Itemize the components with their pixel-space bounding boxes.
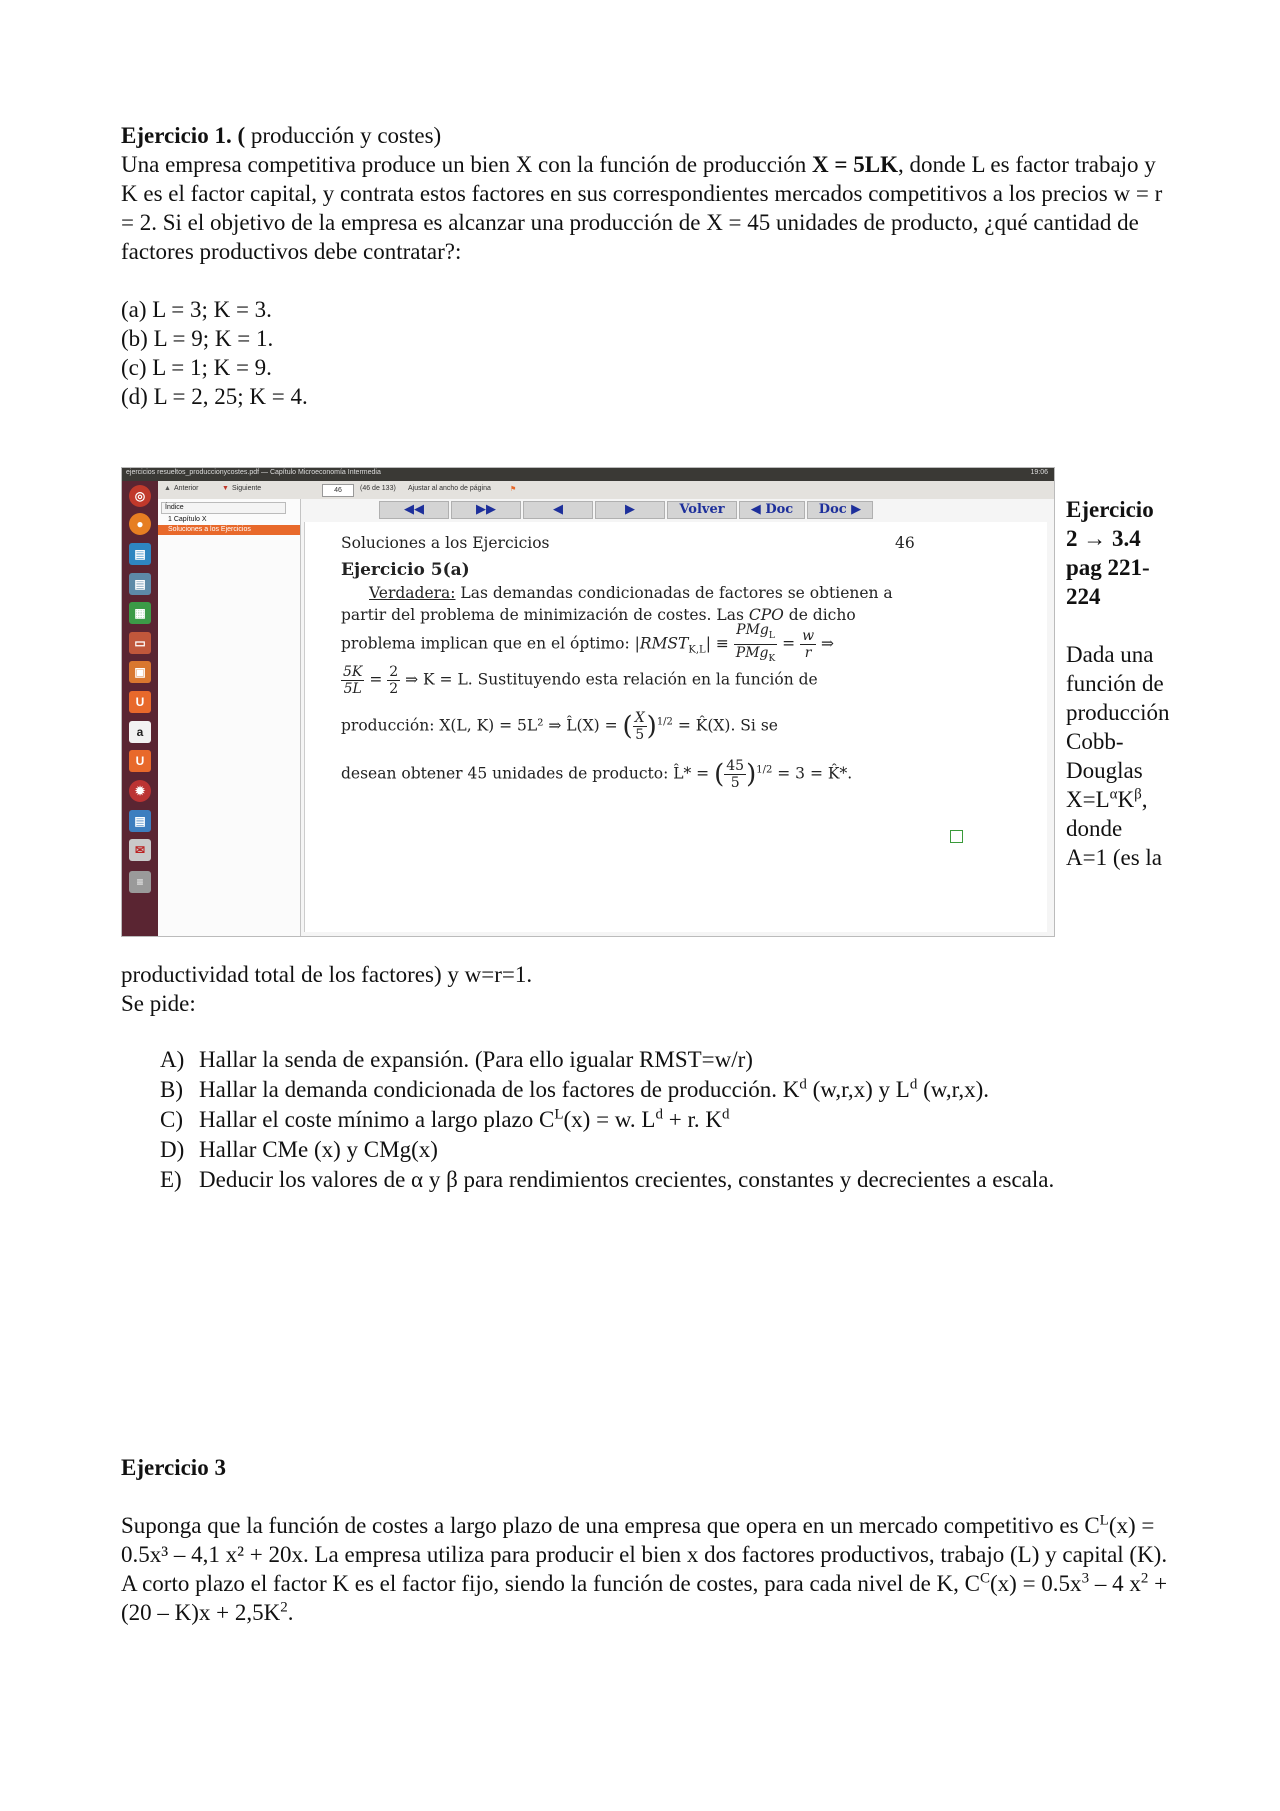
pdf-line-5: producción: X(L, K) = 5L² ⇒ L̂(X) = ( $\frac{X}{5}$ )$^{1/2}$ = K̂(X). Si se <box>341 710 778 743</box>
list-item: A) Hallar la senda de expansión. (Para ello igualar RMST=w/r) <box>160 1047 753 1072</box>
sidebar-pane <box>158 499 301 936</box>
viewer-toolbar <box>158 481 1054 500</box>
list-item: D) Hallar CMe (x) y CMg(x) <box>160 1137 438 1162</box>
sidebar-item-solutions[interactable]: Soluciones a los Ejercicios <box>158 525 300 535</box>
qed-square-icon <box>950 830 963 843</box>
fraction-w-r: $\frac{w}{r}$ <box>802 627 815 661</box>
exercise-1 <box>121 121 1171 411</box>
files-icon: ▤ <box>129 543 151 565</box>
exercise-3 <box>121 1453 1171 1627</box>
exercise-1-title: Ejercicio 1. ( producción y costes) <box>121 123 442 148</box>
pdf-line-1: Verdadera: Las demandas condicionadas de factores se obtienen a <box>369 584 893 602</box>
down-arrow-icon[interactable]: ▼ <box>222 485 229 492</box>
zoom-select[interactable]: Ajustar al ancho de página <box>408 485 491 492</box>
dash-icon: ◎ <box>129 485 151 507</box>
fraction-x-5: $\frac{X}{5}$ <box>634 710 645 743</box>
writer-icon: ▤ <box>129 573 151 595</box>
exercise-3-statement: Suponga que la función de costes a largo plazo de una empresa que opera en un mercado competitivo es $C^L(x) = 0.5x^3 - 4,1$ x² + 20x. La empresa utiliza para producir el bien x dos factores productivos, trabajo (L) y capital (K). A corto plazo el factor K es el factor fijo, siendo la función de costes, para cada nivel de K, $C^C(x) = 0.5x^3 - 4$ $x^2 + (20 - K)x + 2,5K^2$. <box>121 1512 1168 1625</box>
pdf-line-2: partir del problema de minimización de costes. Las CPO de dicho <box>341 606 856 624</box>
list-item: C) Hallar el coste mínimo a largo plazo $C^L(x) = w$. $L^d + r$. $K^d$ <box>160 1106 730 1132</box>
embedded-screenshot <box>121 467 1055 937</box>
exercise-2-side-note <box>1066 495 1170 872</box>
impress-icon: ▭ <box>129 632 151 654</box>
option-b: (b) L = 9; K = 1. <box>121 326 274 351</box>
fraction-5k-5l: $\frac{5K}{5L}$ <box>343 664 363 697</box>
fraction-45-5: $\frac{45}{5}$ <box>726 758 745 791</box>
up-arrow-icon[interactable]: ▲ <box>164 485 171 492</box>
pdf-running-header: Soluciones a los Ejercicios <box>341 534 550 552</box>
pdf-line-4: $\frac{5K}{5L}$ = $\frac{2}{2}$ ⇒ K = L. Sustituyendo esta relación en la función de <box>343 664 818 697</box>
nav-doc-prev-button[interactable]: ◀ Doc <box>739 501 805 519</box>
fraction-pmg: $\frac{PMg_L}{PMg_K}$ <box>735 622 776 664</box>
launcher <box>122 481 158 936</box>
sidebar-item-chapter[interactable]: 1 Capítulo X <box>168 516 207 523</box>
option-d: (d) L = 2, 25; K = 4. <box>121 384 308 409</box>
nav-doc-next-button[interactable]: Doc ▶ <box>807 501 873 519</box>
nav-next-button[interactable]: ▶ <box>595 501 665 519</box>
pdf-line-6: desean obtener 45 unidades de producto: L̂* = ( $\frac{45}{5}$ )$^{1/2}$ = 3 = K̂*. <box>341 758 853 791</box>
option-c: (c) L = 1; K = 9. <box>121 355 272 380</box>
exercise-2-list <box>160 1045 1120 1195</box>
window-title: ejercicios resueltos_produccionycostes.pdf — Capítulo Microeconomía Intermedia <box>126 469 381 476</box>
page-count: (46 de 133) <box>360 485 396 492</box>
tray-clock: 19:06 <box>1030 469 1048 476</box>
pdf-page <box>304 522 1047 932</box>
nav-back-button[interactable]: Volver <box>667 501 737 519</box>
next-button[interactable]: Siguiente <box>232 485 262 492</box>
page-number-input[interactable]: 46 <box>322 484 354 497</box>
amazon-icon: a <box>129 721 151 743</box>
option-a: (a) L = 3; K = 3. <box>121 297 272 322</box>
settings-icon: ✹ <box>129 780 151 802</box>
mail-icon: ✉ <box>129 839 151 861</box>
bookmark-icon[interactable]: ⚑ <box>510 486 517 493</box>
exercise-3-heading: Ejercicio 3 <box>121 1455 226 1480</box>
document-viewer <box>301 499 1054 936</box>
pdf-page-number: 46 <box>895 534 915 552</box>
exercise-2-intro: Dada una función de producción Cobb-Douglas $X=L^\alpha K^\beta$, donde A=1 (es la <box>1066 642 1170 870</box>
window-title-bar <box>122 468 1054 481</box>
pdf-heading: Ejercicio 5(a) <box>341 560 470 580</box>
exercise-2-heading: Ejercicio 2 → 3.4 pag 221-224 <box>1066 497 1154 609</box>
exercise-1-statement: Una empresa competitiva produce un bien X con la función de producción X = 5LK, donde L es factor trabajo y K es el factor capital, y contrata estos factores en sus correspondientes mercados competitivos a los precios w = r = 2. Si el objetivo de la empresa es alcanzar una producción de X = 45 unidades de producto, ¿qué cantidad de factores productivos debe contratar?: <box>121 152 1163 264</box>
nav-first-button[interactable]: ◀◀ <box>379 501 449 519</box>
list-item: E) Deducir los valores de α y β para rendimientos crecientes, constantes y decrecientes a escala. <box>160 1167 1055 1192</box>
list-item: B) Hallar la demanda condicionada de los factores de producción. $K^d$ (w,r,x) y $L^d$ (w,r,x). <box>160 1076 989 1102</box>
pdf-nav-bar <box>301 501 1054 519</box>
calc-icon: ▦ <box>129 602 151 624</box>
firefox-icon: ● <box>129 513 151 535</box>
workspaces-icon: ≡ <box>129 871 151 893</box>
nav-last-button[interactable]: ▶▶ <box>451 501 521 519</box>
software-center-icon: ▣ <box>129 661 151 683</box>
nav-prev-button[interactable]: ◀ <box>523 501 593 519</box>
fraction-2-2: $\frac{2}{2}$ <box>389 664 399 697</box>
document-viewer-icon: ▤ <box>129 810 151 832</box>
exercise-2-continuation: productividad total de los factores) y w=r=1. Se pide: <box>121 960 1171 1018</box>
previous-button[interactable]: Anterior <box>174 485 199 492</box>
sidebar-select[interactable]: Índice <box>161 502 286 514</box>
pdf-line-3: problema implican que en el óptimo: $|RMST_{K,L}|$ ≡ $\frac{PMg_L}{PMg_K}$ = $\frac{w}{r}$ ⇒ <box>341 622 834 667</box>
se-pide-label: Se pide: <box>121 991 196 1016</box>
ubuntu-one-icon: U <box>129 691 151 713</box>
ubuntu-one-music-icon: U <box>129 750 151 772</box>
